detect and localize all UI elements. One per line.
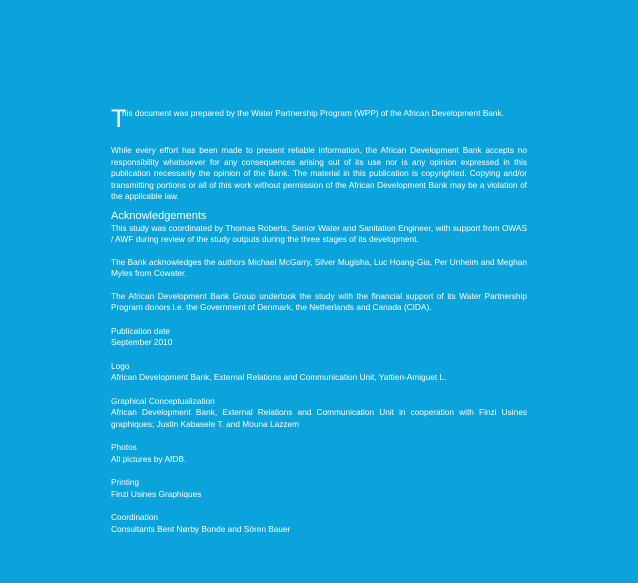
- acknowledgement-paragraph-1: This study was coordinated by Thomas Roberts, Senior Water and Sanitation Engineer, with support from OWAS / AWF during review of the study outputs during the three stages of its development.: [111, 222, 527, 244]
- credit-value: Consultants Bent Nørby Bonde and Sören Bauer: [111, 523, 291, 534]
- acknowledgement-paragraph-2: The Bank acknowledges the authors Michael McGarry, Silver Mugisha, Luc Hoang-Gia, Per Unheim and Meghan Myles from Cowater.: [111, 256, 527, 278]
- drop-cap: T: [111, 105, 127, 133]
- credit-label: Photos: [111, 442, 137, 452]
- credit-value: September 2010: [111, 337, 173, 347]
- credit-value: African Development Bank, External Relations and Communication Unit in cooperation with Finzi Usines graphiques; Justin Kabasele T. and Mouna Lazzem: [111, 407, 527, 429]
- credit-printing: [111, 477, 527, 500]
- credit-label: Graphical Conceptualization: [111, 395, 215, 406]
- credit-photos: [111, 442, 527, 465]
- credit-graphical-conceptualization: [111, 396, 527, 431]
- credit-value: African Development Bank, External Relations and Communication Unit, Yattien-Amiguet L.: [111, 372, 447, 382]
- intro-paragraph: [111, 105, 527, 133]
- credit-logo: [111, 361, 527, 384]
- acknowledgement-paragraph-3: The African Development Bank Group undertook the study with the financial support of its Water Partnership Program donors i.e. the Government of Denmark, the Netherlands and Canada (CIDA).: [111, 290, 527, 312]
- disclaimer-paragraph: While every effort has been made to present reliable information, the African Development Bank accepts no responsibility whatsoever for any consequences arising out of its use nor is any opinion expressed in this publication necessarily the opinion of the Bank. The material in this publication is copyrighted. Copying and/or transmitting portions or all of this work without permission of the African Development Bank may be a violation of the applicable law.: [111, 145, 527, 201]
- credit-coordination: [111, 512, 527, 535]
- credit-label: Logo: [111, 360, 130, 371]
- credit-label: Publication date: [111, 325, 171, 336]
- acknowledgements-heading: Acknowledgements: [111, 209, 207, 222]
- credit-publication-date: [111, 326, 527, 349]
- credit-value: All pictures by AfDB.: [111, 453, 187, 464]
- colophon-page: [111, 105, 527, 535]
- intro-text: his document was prepared by the Water Partnership Program (WPP) of the African Development Bank.: [122, 108, 504, 118]
- credit-value: Finzi Usines Graphiques: [111, 488, 202, 499]
- credit-label: Coordination: [111, 512, 159, 522]
- credit-label: Printing: [111, 477, 140, 487]
